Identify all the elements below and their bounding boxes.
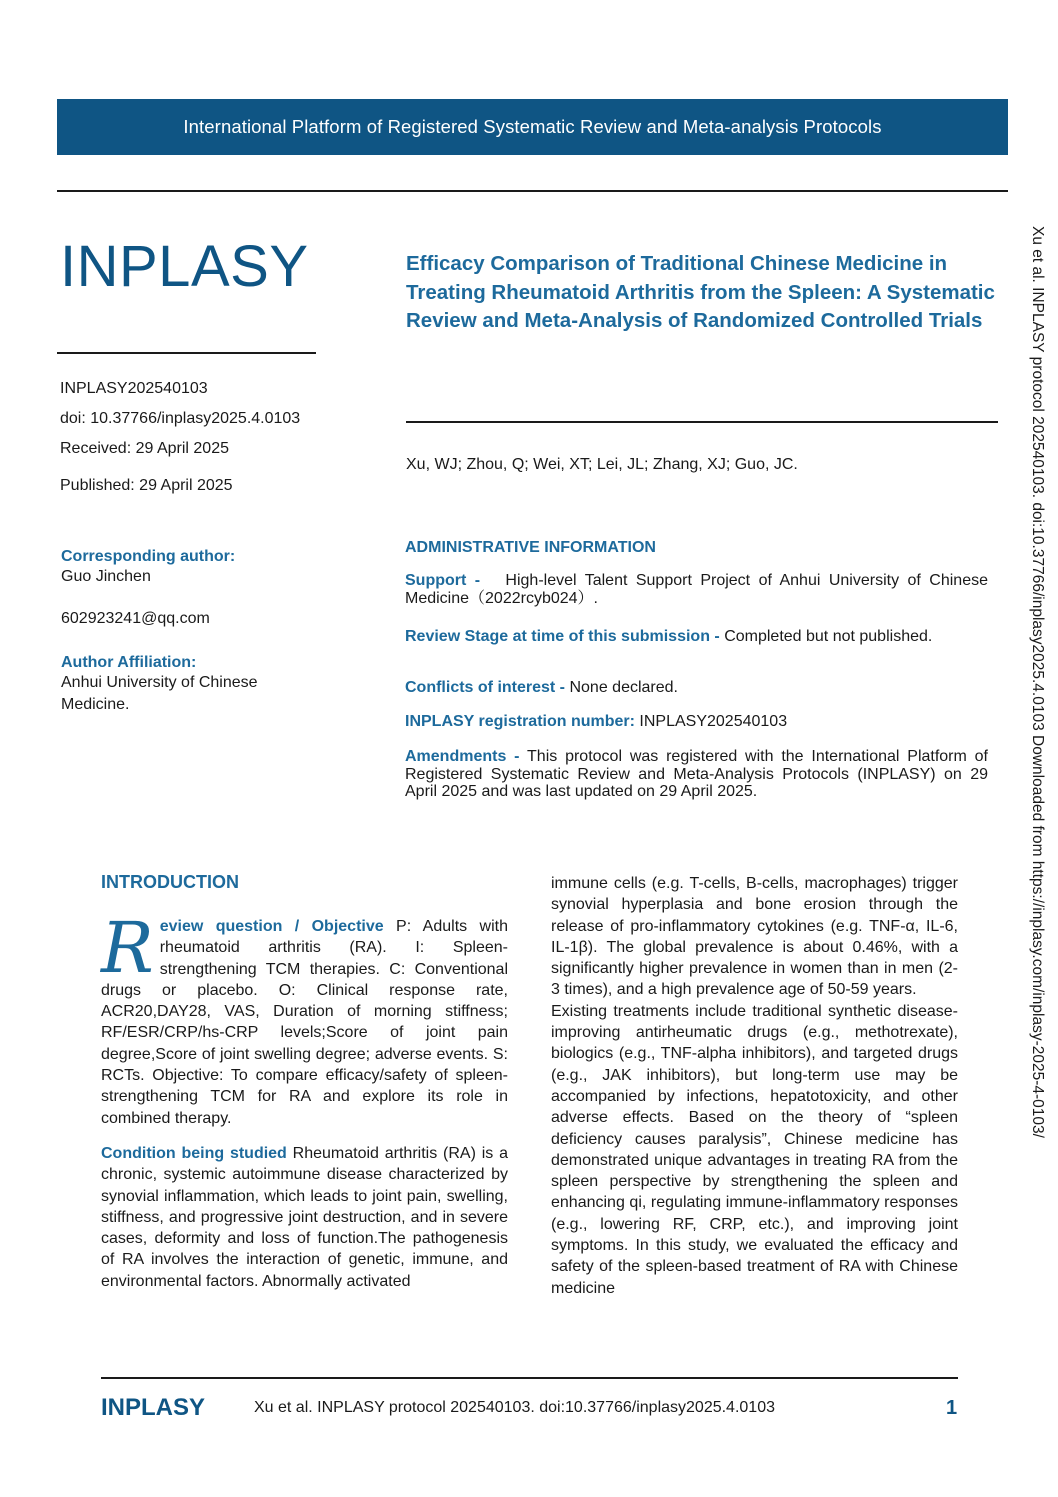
support-field xyxy=(405,572,988,607)
registration-id: INPLASY202540103 xyxy=(60,380,208,397)
paper-title: Efficacy Comparison of Traditional Chinese Medicine in Treating Rheumatoid Arthritis from the Spleen: A Systematic Review and Meta-Analysis of Randomized Controlled Trials xyxy=(406,252,995,332)
footer-citation: Xu et al. INPLASY protocol 202540103. doi:10.37766/inplasy2025.4.0103 xyxy=(254,1399,775,1416)
support-label: Support - xyxy=(405,572,481,589)
header-banner: International Platform of Registered Systematic Review and Meta-analysis Protocols xyxy=(57,99,1008,155)
received-date: Received: 29 April 2025 xyxy=(60,440,229,457)
author-affiliation-block xyxy=(61,654,291,716)
conflicts-field xyxy=(405,679,988,697)
corresponding-author-block xyxy=(61,548,291,630)
right-paragraph-2: Existing treatments include traditional synthetic disease-improving antirheumatic drugs (e.g., methotrexate), biologics (e.g., TNF-alpha inhibitors), and targeted drugs (e.g., JAK inhibitors), but long-term use may be accompanied by infections, hepatotoxicity, and other adverse effects. Based on the theory of “spleen deficiency causes paralysis”, Chinese medicine has demonstrated unique advantages in treating RA from the spleen perspective by strengthening the spleen and enhancing qi, regulating immune-inflammatory responses (e.g., lowering RF, CRP, etc.), and improving joint symptoms. In this study, we evaluated the efficacy and safety of the spleen-based treatment of RA with Chinese medicine xyxy=(551,1002,958,1297)
footer-divider xyxy=(101,1377,958,1379)
page-number: 1 xyxy=(946,1397,958,1419)
title-divider xyxy=(406,421,998,423)
registration-number-text: INPLASY202540103 xyxy=(639,713,788,730)
corresponding-author-email[interactable]: 602923241@qq.com xyxy=(61,610,210,627)
logo-underline xyxy=(57,352,316,354)
conflicts-text: None declared. xyxy=(569,679,678,696)
registration-number-label: INPLASY registration number: xyxy=(405,713,635,730)
doi-link[interactable]: doi: 10.37766/inplasy2025.4.0103 xyxy=(60,410,301,427)
condition-text: Rheumatoid arthritis (RA) is a chronic, systemic autoimmune disease characterized by synovial inflammation, which leads to joint pain, swelling, stiffness, and progressive joint destruction, and in severe cases, deformity and loss of function.The pathogenesis of RA involves the interaction of genetic, immune, and environmental factors. Abnormally activated xyxy=(101,1144,509,1290)
corresponding-author-heading: Corresponding author: xyxy=(61,548,236,565)
condition-label: Condition being studied xyxy=(101,1144,287,1162)
vertical-citation: Xu et al. INPLASY protocol 202540103. doi:10.37766/inplasy2025.4.0103 Downloaded from https://inplasy.com/inplasy-2025-4-0103/ xyxy=(1029,226,1046,1138)
top-divider xyxy=(57,190,1008,192)
conflicts-label: Conflicts of interest - xyxy=(405,679,566,696)
right-column xyxy=(551,873,958,1299)
registration-number-field xyxy=(405,713,988,731)
introduction-heading: INTRODUCTION xyxy=(101,872,239,892)
condition-paragraph xyxy=(101,1143,508,1292)
review-stage-text: Completed but not published. xyxy=(724,628,933,645)
journal-logo: INPLASY xyxy=(60,234,309,299)
review-question-label: eview question / Objective xyxy=(159,918,384,935)
review-question-paragraph xyxy=(101,907,508,1129)
left-column xyxy=(101,907,509,1292)
affiliation-heading: Author Affiliation: xyxy=(61,654,197,671)
review-question-text: P: Adults with rheumatoid arthritis (RA). I: Spleen-strengthening TCM therapies. C: Conventional drugs or placebo. O: Clinical response rate, ACR20,DAY28, VAS, Duration of morning stiffness; RF/ESR/CRP/hs-CRP levels;Score of joint pain degree,Score of joint swelling degree; adverse events. S: RCTs. Objective: To compare efficacy/safety of spleen-strengthening TCM for RA and explore its role in combined therapy. xyxy=(101,918,508,1127)
amendments-field xyxy=(405,748,988,801)
footer-logo: INPLASY xyxy=(101,1394,206,1421)
review-stage-label: Review Stage at time of this submission - xyxy=(405,628,720,645)
author-list: Xu, WJ; Zhou, Q; Wei, XT; Lei, JL; Zhang, XJ; Guo, JC. xyxy=(406,456,798,473)
published-date: Published: 29 April 2025 xyxy=(60,477,233,494)
amendments-label: Amendments - xyxy=(405,748,520,765)
review-stage-field xyxy=(405,628,988,646)
amendments-text: This protocol was registered with the International Platform of Registered Systematic Review and Meta-Analysis Protocols (INPLASY) on 29 April 2025 and was last updated on 29 April 2025. xyxy=(405,748,989,800)
corresponding-author-name: Guo Jinchen xyxy=(61,568,151,585)
drop-cap: R xyxy=(101,907,154,989)
right-paragraph-1: immune cells (e.g. T-cells, B-cells, macrophages) trigger synovial hyperplasia and bone erosion through the release of pro-inflammatory cytokines (e.g. TNF-α, IL-6, IL-1β). The global prevalence is about 0.46%, with a significantly higher prevalence in women than in men (2-3 times), and a high prevalence age of 50-59 years. xyxy=(551,875,958,999)
affiliation-text: Anhui University of Chinese Medicine. xyxy=(61,674,258,713)
admin-info-heading: ADMINISTRATIVE INFORMATION xyxy=(405,539,656,556)
support-text: High-level Talent Support Project of Anhui University of Chinese Medicine（2022rcyb024）. xyxy=(405,572,988,607)
